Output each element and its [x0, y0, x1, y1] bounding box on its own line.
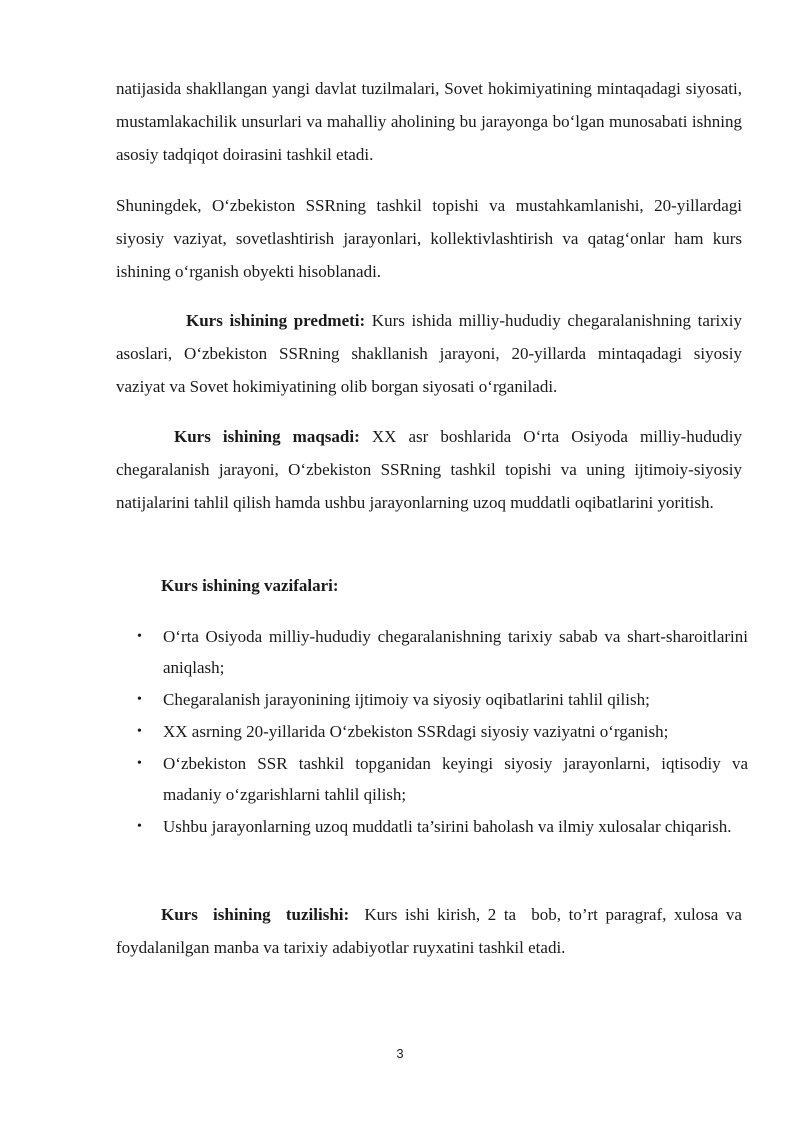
- list-item: [116, 716, 748, 747]
- bullet-icon: •: [137, 724, 142, 739]
- structure-label: Kurs ishining tuzilishi:: [161, 905, 350, 924]
- page-number: 3: [396, 1046, 404, 1061]
- subject-label: Kurs ishining predmeti:: [186, 311, 366, 330]
- paragraph-subject: [116, 304, 742, 403]
- list-item-text: Chegaralanish jarayonining ijtimoiy va siyosiy oqibatlarini tahlil qilish;: [163, 690, 650, 709]
- goal-label: Kurs ishining maqsadi:: [174, 427, 360, 446]
- paragraph-research-scope: [116, 72, 742, 171]
- paragraph-research-object: [116, 189, 742, 288]
- list-item: [116, 811, 748, 842]
- list-item-text: O‘rta Osiyoda milliy-hududiy chegaralanishning tarixiy sabab va shart-sharoitlarini aniqlash;: [163, 627, 748, 677]
- paragraph-goal: [116, 420, 742, 519]
- bullet-icon: •: [137, 692, 142, 707]
- list-item-text: O‘zbekiston SSR tashkil topganidan keyingi siyosiy jarayonlarni, iqtisodiy va madaniy o‘zgarishlarni tahlil qilish;: [163, 754, 748, 804]
- subject-text: Kurs ishida milliy-hududiy chegaralanishning tarixiy asoslari, O‘zbekiston SSRning shakllanish jarayoni, 20-yillarda mintaqadagi siyosiy vaziyat va Sovet hokimiyatining olib borgan siyosati o‘rganiladi.: [116, 311, 743, 396]
- list-item: [116, 621, 748, 683]
- structure-text: Kurs ishi kirish, 2 ta bob, to’rt paragraf, xulosa va foydalanilgan manba va tarixiy adabiyotlar ruyxatini tashkil etadi.: [116, 905, 747, 957]
- paragraph-text: natijasida shakllangan yangi davlat tuzilmalari, Sovet hokimiyatining mintaqadagi siyosati, mustamlakachilik unsurlari va mahalliy aholining bu jarayonga bo‘lgan munosabati ishning asosiy tadqiqot doirasini tashkil etadi.: [116, 79, 742, 164]
- tasks-list: [116, 621, 748, 843]
- goal-text: XX asr boshlarida O‘rta Osiyoda milliy-hududiy chegaralanish jarayoni, O‘zbekiston SSRning tashkil topishi va uning ijtimoiy-siyosiy natijalarini tahlil qilish hamda ushbu jarayonlarning uzoq muddatli oqibatlarini yoritish.: [116, 427, 743, 512]
- list-item: [116, 748, 748, 810]
- bullet-icon: •: [137, 629, 142, 644]
- tasks-heading: Kurs ishining vazifalari:: [161, 576, 339, 595]
- paragraph-text: Shuningdek, O‘zbekiston SSRning tashkil topishi va mustahkamlanishi, 20-yillardagi siyosiy vaziyat, sovetlashtirish jarayonlari, kollektivlashtirish va qatag‘onlar ham kurs ishining o‘rganish obyekti hisoblanadi.: [116, 196, 742, 281]
- bullet-icon: •: [137, 756, 142, 771]
- list-item: [116, 684, 748, 715]
- paragraph-structure: [116, 898, 747, 964]
- list-item-text: Ushbu jarayonlarning uzoq muddatli ta’sirini baholash va ilmiy xulosalar chiqarish.: [163, 817, 732, 836]
- bullet-icon: •: [137, 819, 142, 834]
- list-item-text: XX asrning 20-yillarida O‘zbekiston SSRdagi siyosiy vaziyatni o‘rganish;: [163, 722, 669, 741]
